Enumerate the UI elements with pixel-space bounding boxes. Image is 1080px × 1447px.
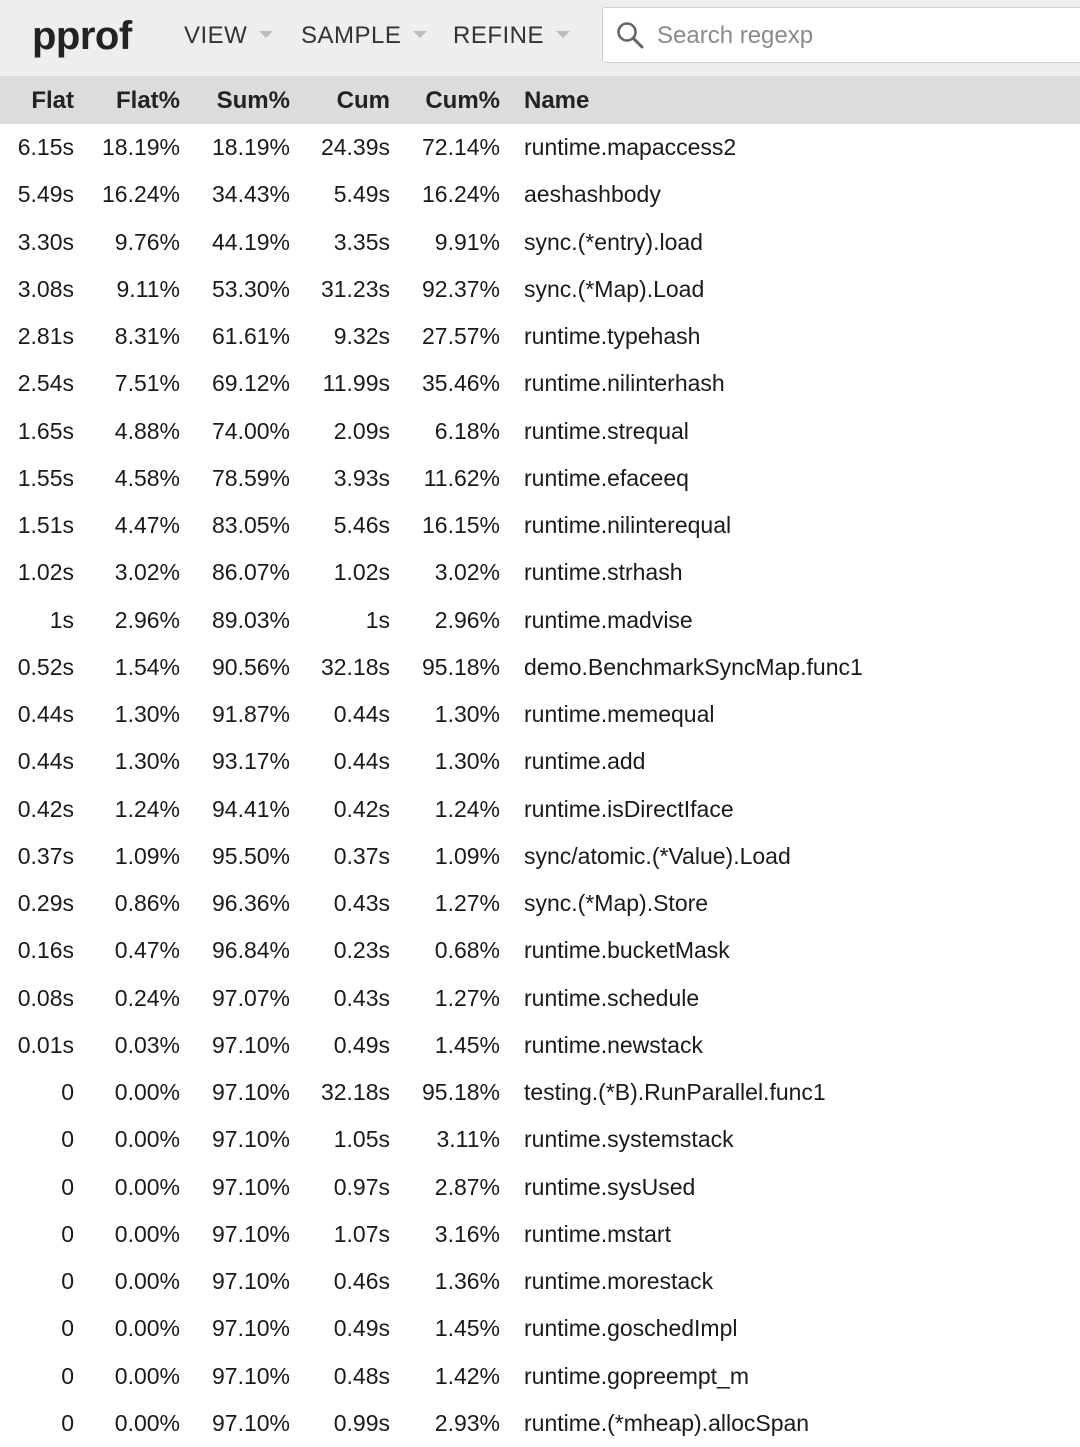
caret-down-icon xyxy=(413,31,427,38)
cell-cum: 31.23s xyxy=(320,275,390,302)
cell-gap xyxy=(500,408,524,455)
table-row[interactable] xyxy=(0,644,1080,691)
cell-cum-percent: 1.45% xyxy=(434,1315,500,1342)
table-row[interactable] xyxy=(0,1022,1080,1069)
cell-cum-percent: 1.45% xyxy=(434,1031,500,1058)
column-header-cum-percent[interactable]: Cum% xyxy=(425,86,500,114)
table-row[interactable] xyxy=(0,313,1080,360)
cell-cum: 5.49s xyxy=(333,181,390,208)
cell-sum-percent: 90.56% xyxy=(211,653,290,680)
cell-gap xyxy=(500,219,524,266)
table-row[interactable] xyxy=(0,1116,1080,1163)
cell-cum: 0.48s xyxy=(333,1362,390,1389)
cell-function-name[interactable]: aeshashbody xyxy=(524,181,661,208)
column-header-name[interactable]: Name xyxy=(524,86,590,114)
table-row[interactable] xyxy=(0,1353,1080,1400)
cell-cum-percent: 1.09% xyxy=(434,842,500,869)
cell-function-name[interactable]: runtime.mstart xyxy=(524,1220,671,1247)
cell-gap xyxy=(500,549,524,596)
cell-cum-percent: 16.24% xyxy=(421,181,500,208)
cell-function-name[interactable]: runtime.isDirectIface xyxy=(524,795,734,822)
table-row[interactable] xyxy=(0,880,1080,927)
cell-flat: 1.55s xyxy=(17,464,74,491)
cell-sum-percent: 96.84% xyxy=(211,937,290,964)
table-header-row xyxy=(0,77,1080,124)
cell-flat-percent: 0.00% xyxy=(114,1220,180,1247)
cell-function-name[interactable]: runtime.strhash xyxy=(524,559,683,586)
cell-sum-percent: 18.19% xyxy=(211,134,290,161)
cell-flat: 1.02s xyxy=(17,559,74,586)
cell-cum: 0.46s xyxy=(333,1268,390,1295)
view-menu[interactable] xyxy=(184,22,273,50)
cell-cum: 3.35s xyxy=(333,228,390,255)
cell-flat-percent: 4.47% xyxy=(114,512,180,539)
cell-sum-percent: 97.10% xyxy=(211,1362,290,1389)
cell-gap xyxy=(500,1211,524,1258)
cell-cum-percent: 11.62% xyxy=(423,464,500,491)
cell-cum: 0.42s xyxy=(333,795,390,822)
search-input[interactable] xyxy=(655,16,1079,56)
cell-sum-percent: 86.07% xyxy=(211,559,290,586)
cell-gap xyxy=(500,1305,524,1352)
cell-sum-percent: 97.07% xyxy=(211,984,290,1011)
cell-function-name[interactable]: runtime.nilinterhash xyxy=(524,370,725,397)
table-row[interactable] xyxy=(0,266,1080,313)
cell-flat-percent: 0.47% xyxy=(114,937,180,964)
cell-function-name[interactable]: runtime.newstack xyxy=(524,1031,703,1058)
cell-sum-percent: 97.10% xyxy=(211,1268,290,1295)
top-table xyxy=(0,77,1080,1447)
cell-sum-percent: 96.36% xyxy=(211,890,290,917)
table-row[interactable] xyxy=(0,455,1080,502)
cell-flat: 0 xyxy=(61,1409,74,1436)
cell-gap xyxy=(500,1022,524,1069)
cell-function-name[interactable]: runtime.(*mheap).allocSpan xyxy=(524,1409,810,1436)
cell-flat-percent: 4.58% xyxy=(114,464,180,491)
cell-gap xyxy=(500,644,524,691)
cell-flat-percent: 0.86% xyxy=(114,890,180,917)
cell-function-name[interactable]: runtime.gopreempt_m xyxy=(524,1362,749,1389)
cell-sum-percent: 53.30% xyxy=(211,275,290,302)
cell-function-name[interactable]: runtime.memequal xyxy=(524,701,715,728)
cell-cum: 32.18s xyxy=(320,653,390,680)
cell-cum: 3.93s xyxy=(333,464,390,491)
column-header-sum-percent[interactable]: Sum% xyxy=(216,86,290,114)
table-row[interactable] xyxy=(0,1211,1080,1258)
cell-cum-percent: 2.87% xyxy=(434,1173,500,1200)
cell-gap xyxy=(500,1164,524,1211)
cell-sum-percent: 97.10% xyxy=(211,1079,290,1106)
table-row[interactable] xyxy=(0,786,1080,833)
cell-flat: 0.52s xyxy=(17,653,74,680)
cell-sum-percent: 97.10% xyxy=(211,1173,290,1200)
cell-function-name[interactable]: runtime.sysUsed xyxy=(524,1173,696,1200)
table-row[interactable] xyxy=(0,124,1080,171)
column-header-cum[interactable]: Cum xyxy=(336,86,390,114)
cell-cum-percent: 1.30% xyxy=(434,748,500,775)
cell-cum: 0.37s xyxy=(333,842,390,869)
cell-flat-percent: 3.02% xyxy=(114,559,180,586)
cell-gap xyxy=(500,975,524,1022)
table-row[interactable] xyxy=(0,219,1080,266)
cell-flat-percent: 4.88% xyxy=(114,417,180,444)
cell-flat: 1s xyxy=(49,606,74,633)
cell-flat-percent: 7.51% xyxy=(114,370,180,397)
cell-cum-percent: 27.57% xyxy=(421,323,500,350)
cell-cum-percent: 1.30% xyxy=(434,701,500,728)
cell-cum-percent: 3.16% xyxy=(434,1220,500,1247)
cell-sum-percent: 69.12% xyxy=(211,370,290,397)
cell-sum-percent: 34.43% xyxy=(211,181,290,208)
cell-cum: 0.44s xyxy=(333,748,390,775)
table-row[interactable] xyxy=(0,1305,1080,1352)
table-row[interactable] xyxy=(0,1258,1080,1305)
table-row[interactable] xyxy=(0,1164,1080,1211)
table-row[interactable] xyxy=(0,408,1080,455)
cell-flat: 3.08s xyxy=(17,275,74,302)
cell-flat-percent: 9.76% xyxy=(114,228,180,255)
cell-flat: 5.49s xyxy=(17,181,74,208)
cell-function-name[interactable]: sync/atomic.(*Value).Load xyxy=(524,842,791,869)
cell-gap xyxy=(500,1353,524,1400)
cell-sum-percent: 94.41% xyxy=(211,795,290,822)
cell-flat-percent: 0.00% xyxy=(114,1126,180,1153)
refine-menu[interactable] xyxy=(453,22,570,50)
search-box[interactable] xyxy=(602,7,1080,63)
cell-sum-percent: 97.10% xyxy=(211,1409,290,1436)
cell-function-name[interactable]: runtime.morestack xyxy=(524,1268,714,1295)
cell-flat: 1.51s xyxy=(17,512,74,539)
cell-cum: 0.44s xyxy=(333,701,390,728)
cell-function-name[interactable]: testing.(*B).RunParallel.func1 xyxy=(524,1079,826,1106)
table-row[interactable] xyxy=(0,1069,1080,1116)
table-row[interactable] xyxy=(0,691,1080,738)
cell-function-name[interactable]: sync.(*Map).Store xyxy=(524,890,709,917)
cell-cum: 0.23s xyxy=(333,937,390,964)
cell-sum-percent: 44.19% xyxy=(211,228,290,255)
cell-flat-percent: 0.00% xyxy=(114,1079,180,1106)
cell-cum-percent: 1.24% xyxy=(434,795,500,822)
table-row[interactable] xyxy=(0,549,1080,596)
cell-cum-percent: 72.14% xyxy=(421,134,500,161)
column-header-flat[interactable]: Flat xyxy=(31,86,74,114)
cell-flat: 3.30s xyxy=(17,228,74,255)
cell-flat-percent: 0.03% xyxy=(114,1031,180,1058)
cell-flat: 0.44s xyxy=(17,748,74,775)
cell-function-name[interactable]: sync.(*Map).Load xyxy=(524,275,705,302)
cell-function-name[interactable]: runtime.systemstack xyxy=(524,1126,734,1153)
cell-flat-percent: 0.00% xyxy=(114,1409,180,1436)
cell-flat-percent: 0.00% xyxy=(114,1315,180,1342)
column-header-flat-percent[interactable]: Flat% xyxy=(115,86,180,114)
cell-sum-percent: 97.10% xyxy=(211,1315,290,1342)
cell-flat-percent: 16.24% xyxy=(101,181,180,208)
table-row[interactable] xyxy=(0,360,1080,407)
cell-function-name[interactable]: runtime.madvise xyxy=(524,606,693,633)
sample-menu[interactable] xyxy=(301,22,427,50)
cell-function-name[interactable]: runtime.schedule xyxy=(524,984,700,1011)
search-icon xyxy=(615,20,645,50)
column-gap xyxy=(500,77,524,124)
table-row[interactable] xyxy=(0,975,1080,1022)
cell-gap xyxy=(500,786,524,833)
cell-sum-percent: 61.61% xyxy=(211,323,290,350)
cell-flat-percent: 8.31% xyxy=(114,323,180,350)
cell-cum-percent: 9.91% xyxy=(434,228,500,255)
cell-sum-percent: 91.87% xyxy=(211,701,290,728)
cell-cum: 0.43s xyxy=(333,890,390,917)
cell-sum-percent: 97.10% xyxy=(211,1031,290,1058)
cell-flat: 2.81s xyxy=(17,323,74,350)
cell-gap xyxy=(500,833,524,880)
table-row[interactable] xyxy=(0,833,1080,880)
cell-function-name[interactable]: runtime.bucketMask xyxy=(524,937,730,964)
cell-cum-percent: 0.68% xyxy=(434,937,500,964)
caret-down-icon xyxy=(556,31,570,38)
cell-cum: 24.39s xyxy=(320,134,390,161)
cell-function-name[interactable]: runtime.add xyxy=(524,748,646,775)
cell-cum-percent: 95.18% xyxy=(421,653,500,680)
cell-cum-percent: 6.18% xyxy=(434,417,500,444)
cell-flat-percent: 9.11% xyxy=(116,275,180,302)
cell-flat: 0.01s xyxy=(17,1031,74,1058)
cell-flat-percent: 18.19% xyxy=(101,134,180,161)
cell-flat: 0.42s xyxy=(17,795,74,822)
table-body xyxy=(0,124,1080,1447)
cell-flat: 0 xyxy=(61,1220,74,1247)
cell-cum: 11.99s xyxy=(322,370,390,397)
cell-flat-percent: 1.30% xyxy=(114,701,180,728)
refine-menu-label: REFINE xyxy=(453,22,545,49)
top-table-container xyxy=(0,77,1080,1447)
cell-gap xyxy=(500,738,524,785)
cell-gap xyxy=(500,313,524,360)
cell-function-name[interactable]: sync.(*entry).load xyxy=(524,228,703,255)
cell-flat-percent: 0.00% xyxy=(114,1362,180,1389)
cell-gap xyxy=(500,880,524,927)
cell-cum-percent: 2.96% xyxy=(434,606,500,633)
cell-cum-percent: 1.42% xyxy=(434,1362,500,1389)
cell-cum: 0.97s xyxy=(333,1173,390,1200)
cell-cum: 1.02s xyxy=(333,559,390,586)
cell-cum-percent: 1.36% xyxy=(434,1268,500,1295)
cell-flat-percent: 0.00% xyxy=(114,1268,180,1295)
cell-gap xyxy=(500,124,524,171)
cell-cum: 5.46s xyxy=(333,512,390,539)
table-row[interactable] xyxy=(0,927,1080,974)
cell-sum-percent: 95.50% xyxy=(211,842,290,869)
cell-flat: 1.65s xyxy=(17,417,74,444)
cell-cum: 2.09s xyxy=(333,417,390,444)
cell-gap xyxy=(500,1116,524,1163)
cell-gap xyxy=(500,691,524,738)
table-row[interactable] xyxy=(0,171,1080,218)
cell-sum-percent: 97.10% xyxy=(211,1126,290,1153)
cell-function-name[interactable]: runtime.typehash xyxy=(524,323,701,350)
top-bar xyxy=(0,0,1080,77)
cell-cum-percent: 2.93% xyxy=(434,1409,500,1436)
cell-function-name[interactable]: runtime.efaceeq xyxy=(524,464,689,491)
cell-gap xyxy=(500,1069,524,1116)
cell-cum-percent: 16.15% xyxy=(421,512,500,539)
cell-function-name[interactable]: runtime.goschedImpl xyxy=(524,1315,738,1342)
table-row[interactable] xyxy=(0,597,1080,644)
cell-sum-percent: 83.05% xyxy=(211,512,290,539)
table-row[interactable] xyxy=(0,502,1080,549)
cell-function-name[interactable]: runtime.nilinterequal xyxy=(524,512,732,539)
cell-flat: 0 xyxy=(61,1315,74,1342)
cell-cum-percent: 92.37% xyxy=(421,275,500,302)
cell-sum-percent: 93.17% xyxy=(211,748,290,775)
cell-cum: 0.49s xyxy=(333,1031,390,1058)
cell-flat: 2.54s xyxy=(17,370,74,397)
table-row[interactable] xyxy=(0,1400,1080,1447)
cell-cum: 0.43s xyxy=(333,984,390,1011)
cell-flat: 0.37s xyxy=(17,842,74,869)
cell-flat: 0.44s xyxy=(17,701,74,728)
pprof-logo[interactable]: pprof xyxy=(32,14,132,58)
cell-gap xyxy=(500,455,524,502)
cell-flat: 0 xyxy=(61,1079,74,1106)
cell-flat-percent: 1.24% xyxy=(114,795,180,822)
cell-flat-percent: 2.96% xyxy=(114,606,180,633)
cell-function-name[interactable]: runtime.strequal xyxy=(524,417,689,444)
cell-gap xyxy=(500,927,524,974)
cell-sum-percent: 97.10% xyxy=(211,1220,290,1247)
cell-sum-percent: 78.59% xyxy=(211,464,290,491)
cell-flat-percent: 1.54% xyxy=(114,653,180,680)
cell-gap xyxy=(500,171,524,218)
cell-cum: 9.32s xyxy=(333,323,390,350)
cell-gap xyxy=(500,266,524,313)
cell-flat-percent: 0.24% xyxy=(114,984,180,1011)
cell-cum-percent: 1.27% xyxy=(434,984,500,1011)
cell-flat: 0 xyxy=(61,1126,74,1153)
cell-flat: 6.15s xyxy=(17,134,74,161)
cell-flat-percent: 1.09% xyxy=(114,842,180,869)
cell-cum-percent: 3.02% xyxy=(434,559,500,586)
cell-flat: 0.29s xyxy=(17,890,74,917)
cell-flat: 0.08s xyxy=(17,984,74,1011)
cell-cum-percent: 35.46% xyxy=(421,370,500,397)
cell-sum-percent: 89.03% xyxy=(211,606,290,633)
cell-flat: 0 xyxy=(61,1268,74,1295)
cell-cum: 32.18s xyxy=(320,1079,390,1106)
cell-cum: 1s xyxy=(365,606,390,633)
cell-cum-percent: 95.18% xyxy=(421,1079,500,1106)
cell-gap xyxy=(500,502,524,549)
cell-function-name[interactable]: runtime.mapaccess2 xyxy=(524,134,737,161)
cell-flat-percent: 1.30% xyxy=(114,748,180,775)
cell-cum: 1.07s xyxy=(333,1220,390,1247)
cell-flat: 0 xyxy=(61,1362,74,1389)
cell-cum-percent: 1.27% xyxy=(434,890,500,917)
cell-cum: 1.05s xyxy=(333,1126,390,1153)
cell-gap xyxy=(500,1258,524,1305)
cell-gap xyxy=(500,1400,524,1447)
caret-down-icon xyxy=(259,31,273,38)
cell-flat: 0.16s xyxy=(17,937,74,964)
cell-gap xyxy=(500,360,524,407)
cell-flat-percent: 0.00% xyxy=(114,1173,180,1200)
cell-function-name[interactable]: demo.BenchmarkSyncMap.func1 xyxy=(524,653,863,680)
cell-sum-percent: 74.00% xyxy=(211,417,290,444)
cell-cum: 0.49s xyxy=(333,1315,390,1342)
table-row[interactable] xyxy=(0,738,1080,785)
sample-menu-label: SAMPLE xyxy=(301,22,402,49)
view-menu-label: VIEW xyxy=(184,22,248,49)
cell-cum: 0.99s xyxy=(333,1409,390,1436)
cell-gap xyxy=(500,597,524,644)
cell-flat: 0 xyxy=(61,1173,74,1200)
cell-cum-percent: 3.11% xyxy=(436,1126,500,1153)
